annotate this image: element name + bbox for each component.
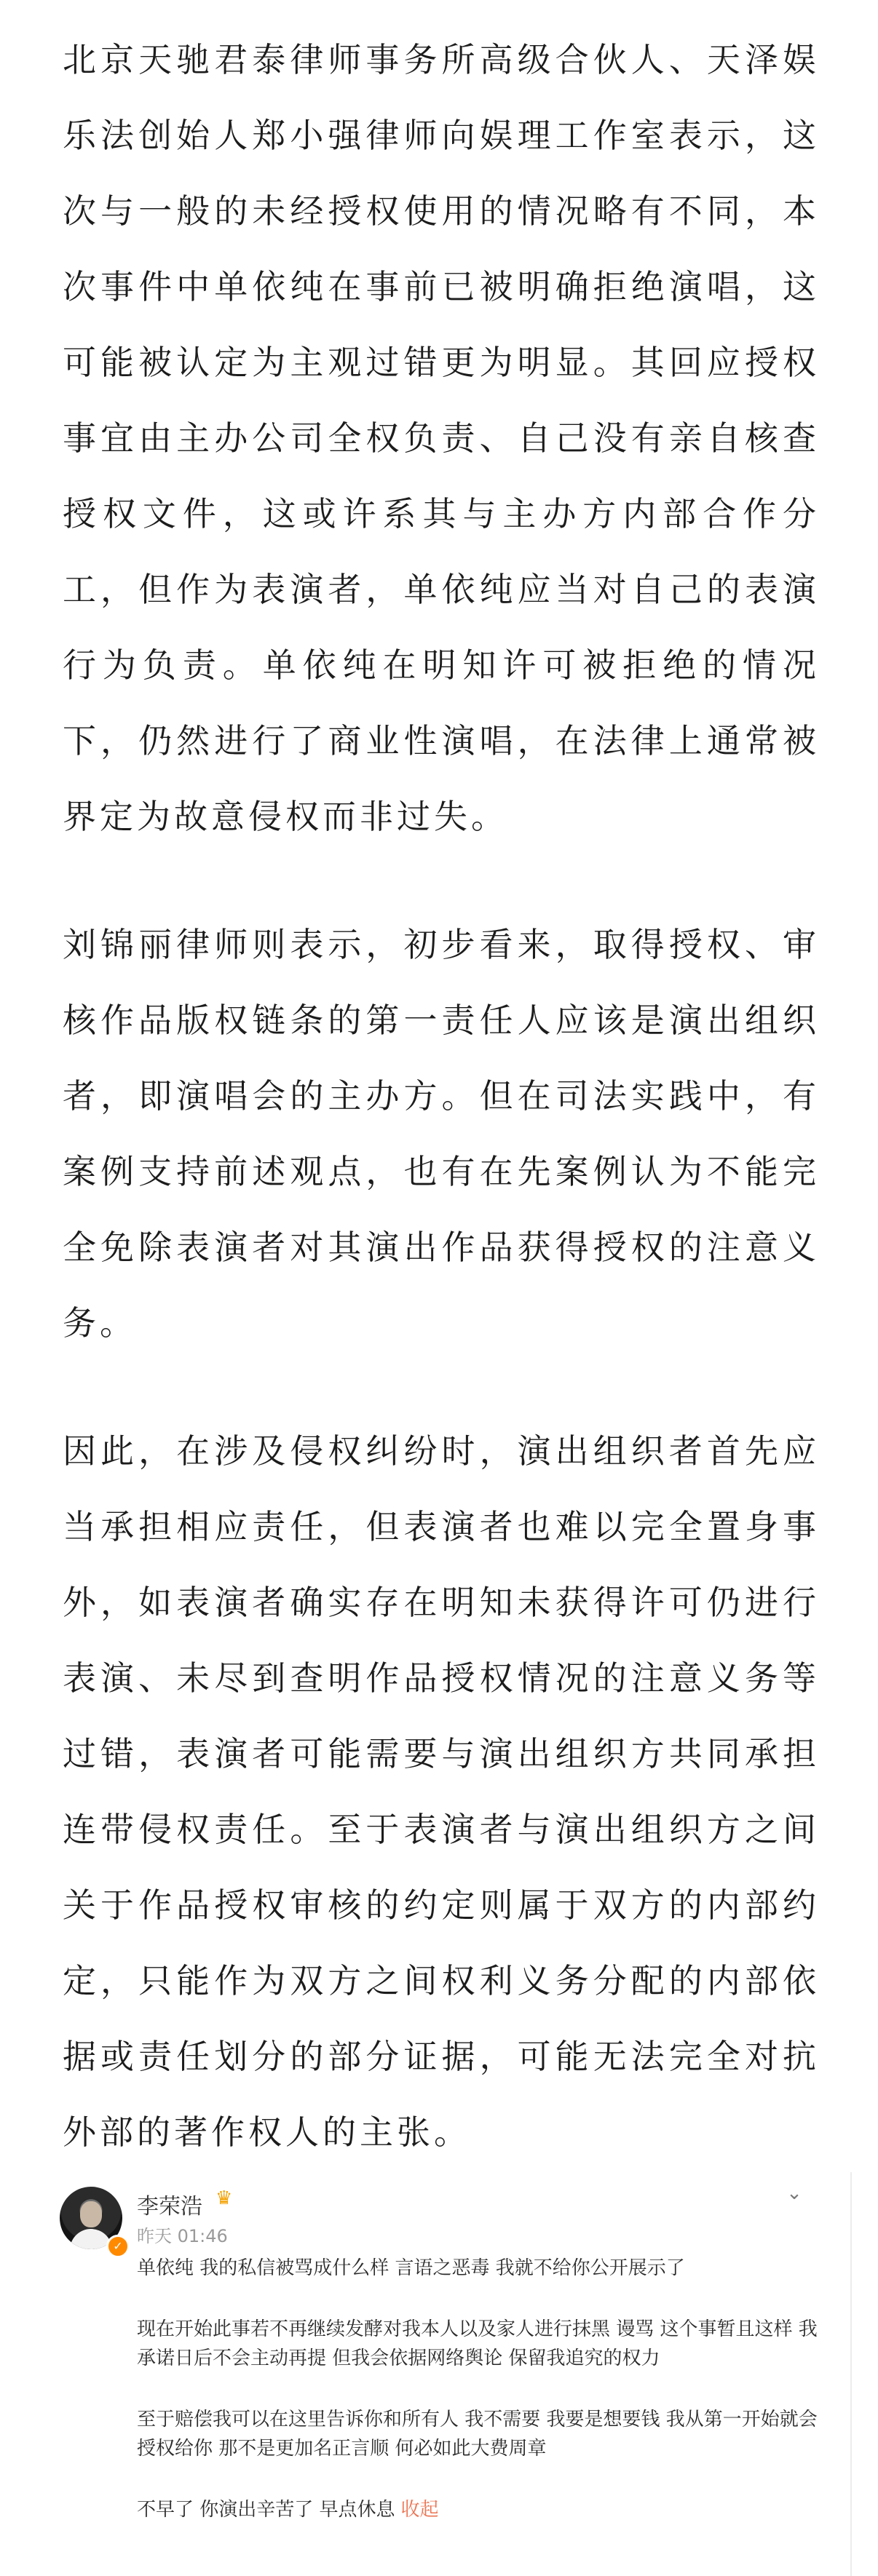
crown-icon: ♛	[215, 2187, 233, 2209]
avatar-face	[80, 2201, 102, 2227]
post-line-2: 现在开始此事若不再继续发酵对我本人以及家人进行抹黑 谩骂 这个事暂且这样 我承诺日后不会主动再提 但我会依据网络舆论 保留我追究的权力	[137, 2318, 818, 2369]
post-line-4-text: 不早了 你演出辛苦了 早点休息	[137, 2499, 395, 2521]
article-paragraph-2: 刘锦丽律师则表示，初步看来，取得授权、审核作品版权链条的第一责任人应该是演出组织者，即演唱会的主办方。但在司法实践中，有案例支持前述观点，也有在先案例认为不能完全免除表演者对其演出作品获得授权的注意义务。	[63, 925, 820, 1343]
chevron-down-icon[interactable]: ⌄	[786, 2182, 802, 2204]
post-content	[137, 2254, 836, 2556]
weibo-post-card	[35, 2172, 852, 2576]
article-paragraph-3: 因此，在涉及侵权纠纷时，演出组织者首先应当承担相应责任，但表演者也难以完全置身事外，如表演者确实存在明知未获得许可仍进行表演、未尽到查明作品授权情况的注意义务等过错，表演者可能需要与演出组织方共同承担连带侵权责任。至于表演者与演出组织方之间关于作品授权审核的约定则属于双方的内部约定，只能作为双方之间权利义务分配的内部依据或责任划分的部分证据，可能无法完全对抗外部的著作权人的主张。	[63, 1431, 820, 2152]
article-body	[63, 22, 820, 2222]
post-username[interactable]: 李荣浩	[137, 2194, 202, 2219]
collapse-link[interactable]: 收起	[400, 2499, 439, 2521]
post-line-1: 单依纯 我的私信被骂成什么样 言语之恶毒 我就不给你公开展示了	[137, 2257, 685, 2279]
post-timestamp: 昨天 01:46	[137, 2226, 228, 2246]
post-line-4	[137, 2495, 836, 2524]
verified-v-badge-icon: ✓	[106, 2235, 130, 2258]
article-paragraph-1: 北京天驰君泰律师事务所高级合伙人、天泽娱乐法创始人郑小强律师向娱理工作室表示，这次与一般的未经授权使用的情况略有不同，本次事件中单依纯在事前已被明确拒绝演唱，这可能被认定为主观过错更为明显。其回应授权事宜由主办公司全权负责、自己没有亲自核查授权文件，这或许系其与主办方内部合作分工，但作为表演者，单依纯应当对自己的表演行为负责。单依纯在明知许可被拒绝的情况下，仍然进行了商业性演唱，在法律上通常被界定为故意侵权而非过失。	[63, 40, 820, 836]
post-line-3: 至于赔偿我可以在这里告诉你和所有人 我不需要 我要是想要钱 我从第一开始就会授权给你 那不是更加名正言顺 何必如此大费周章	[137, 2409, 818, 2460]
